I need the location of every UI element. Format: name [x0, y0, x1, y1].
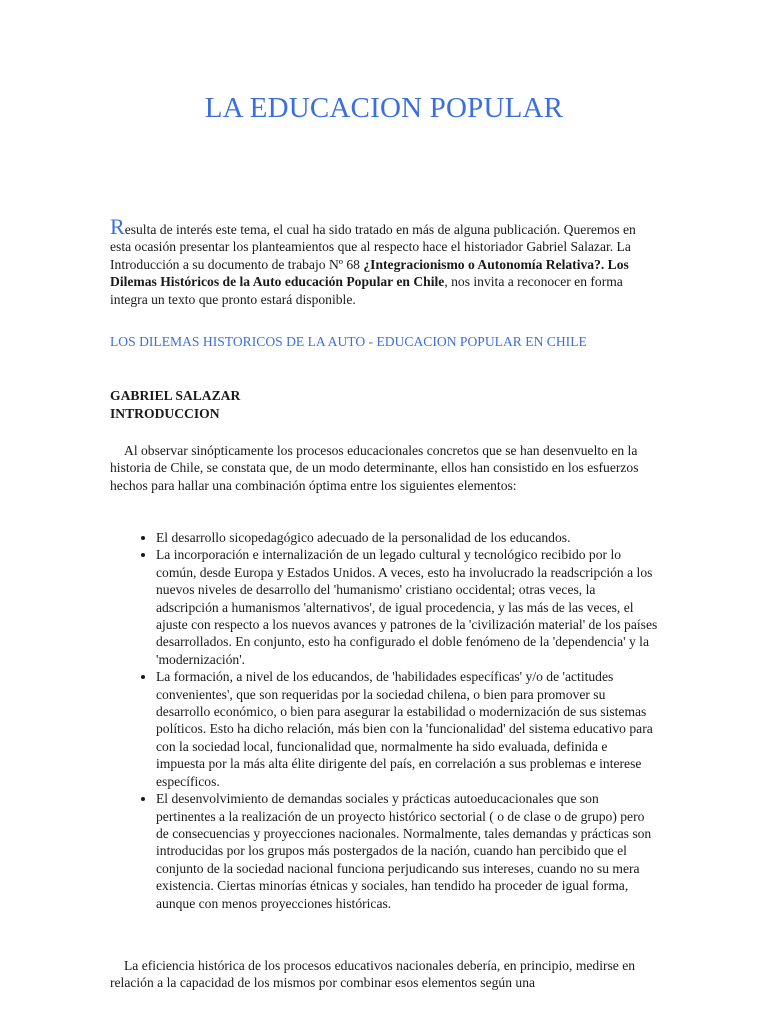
- paragraph-1: Al observar sinópticamente los procesos educacionales concretos que se han desenvuelto en la historia de Chile, se constata que, de un modo determinante, ellos han consistido en los esfuerzos hechos para hallar una combinación óptima entre los siguientes elementos:: [110, 443, 639, 493]
- page-title: LA EDUCACION POPULAR: [204, 92, 564, 124]
- intro-text-1: esulta de interés este tema, el cual ha sido tratado en más de alguna publicación. Queremos en esta ocasión presentar los planteamientos que al respecto hace el historiador Gabriel Salazar. La Introducción a su documento de trabajo Nº 68: [110, 222, 636, 272]
- paragraph-2-block: [110, 957, 658, 992]
- paragraph-2: La eficiencia histórica de los procesos educativos nacionales debería, en principio, medirse en relación a la capacidad de los mismos por combinar esos elementos según una: [110, 958, 636, 991]
- elements-list: [110, 529, 658, 912]
- section-title: LOS DILEMAS HISTORICOS DE LA AUTO - EDUCACION POPULAR EN CHILE: [110, 334, 587, 349]
- intro-paragraph: [110, 214, 658, 308]
- author-name: GABRIEL SALAZAR: [110, 388, 241, 403]
- list-item: • La formación, a nivel de los educandos, de 'habilidades específicas' y/o de 'actitudes convenientes', que son requeridas por la sociedad chilena, o bien para promover su desarrollo económico, o bien para asegurar la estabilidad o modernización de sus sistemas políticos. Esto ha dicho relación, más bien con la 'funcionalidad' del sistema educativo para con la sociedad local, funcionalidad que, normalmente ha sido evaluada, definida e impuesta por la más alta élite dirigente del país, en correlación a sus problemas e interese específicos.: [156, 668, 658, 790]
- list-item: • La incorporación e internalización de un legado cultural y tecnológico recibido por lo común, desde Europa y Estados Unidos. A veces, esto ha involucrado la readscripción a los nuevos niveles de desarrollo del 'humanismo' cristiano occidental; otras veces, la adscripción a humanismos 'alternativos', de igual procedencia, y las más de las veces, el ajuste con respecto a los nuevos avances y patrones de la 'civilización material' de los países desarrollados. En conjunto, esto ha configurado el doble fenómeno de la 'dependencia' y la 'modernización'.: [156, 546, 658, 668]
- intro-text: [110, 214, 658, 308]
- list-item: • El desarrollo sicopedagógico adecuado de la personalidad de los educandos.: [156, 529, 658, 546]
- paragraph-1-block: [110, 442, 658, 494]
- intro-text-2: , nos invita a reconocer en forma integra un texto que pronto estará disponible.: [110, 274, 623, 307]
- section-heading: INTRODUCCION: [110, 406, 220, 421]
- author-block: [110, 387, 658, 423]
- intro-bold-title: ¿Integracionismo o Autonomía Relativa?. Los Dilemas Históricos de la Auto educación Popular en Chile: [110, 256, 629, 290]
- list-item: • El desenvolvimiento de demandas sociales y prácticas autoeducacionales que son pertinentes a la realización de un proyecto histórico sectorial ( o de clase o de grupo) pero de consecuencias y proyecciones nacionales. Normalmente, tales demandas y prácticas son introducidas por los grupos más postergados de la nación, cuando han percibido que el conjunto de la sociedad nacional funciona perjudicando sus intereses, cuando no su mera existencia. Ciertas minorías étnicas y sociales, han tendido ha proceder de igual forma, aunque con menos proyecciones históricas.: [156, 790, 658, 912]
- drop-cap: R: [110, 214, 125, 239]
